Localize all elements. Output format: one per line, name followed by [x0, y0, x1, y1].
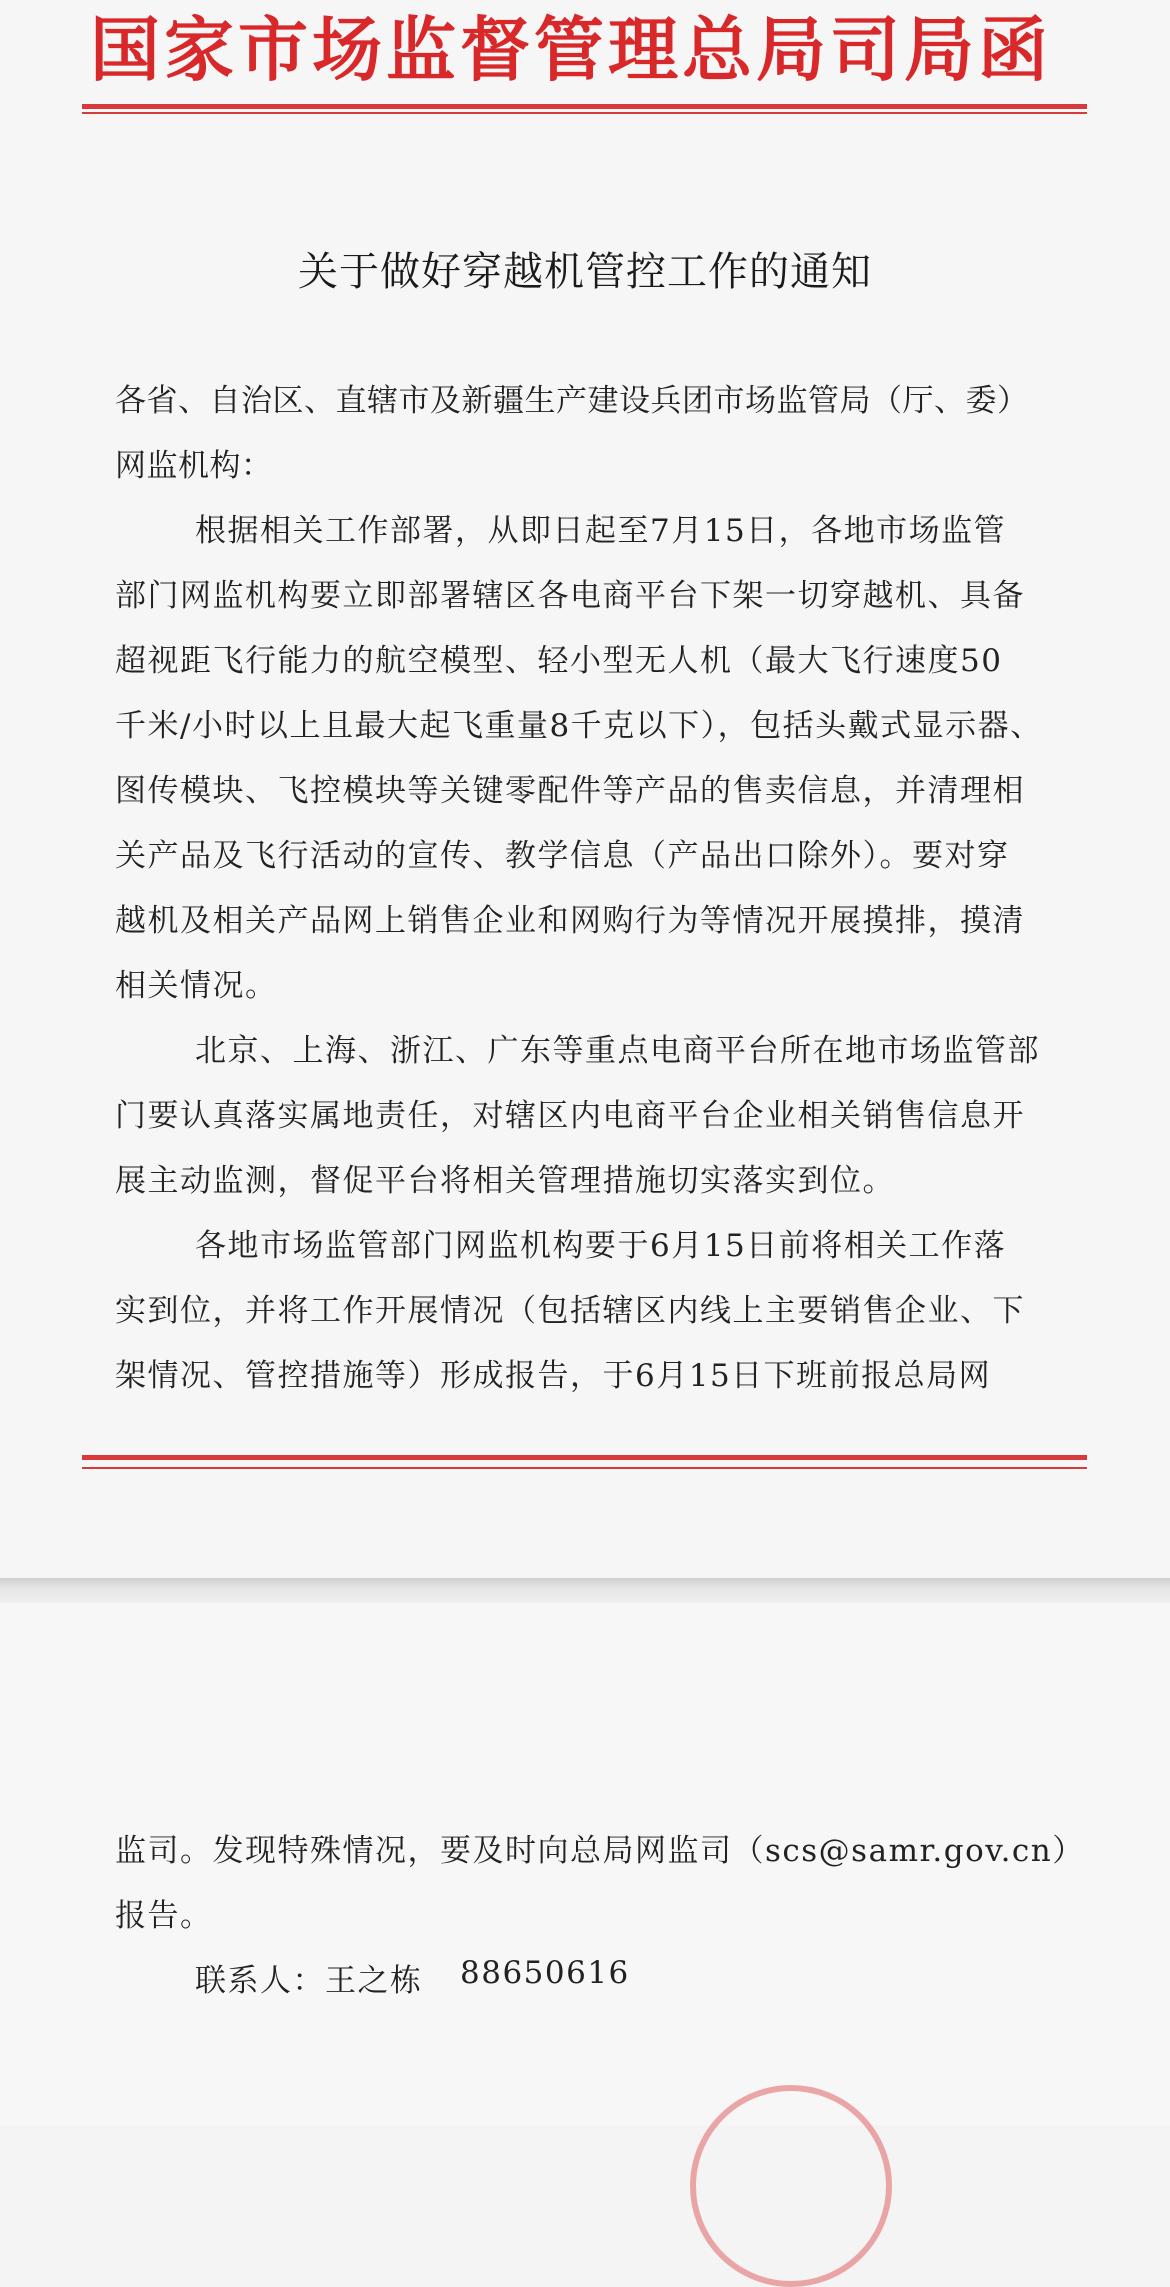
paragraph-line: 越机及相关产品网上销售企业和网购行为等情况开展摸排，摸清: [115, 903, 1025, 939]
paragraph-line: 千米/小时以上且最大起飞重量8千克以下），包括头戴式显示器、: [115, 708, 1043, 744]
paragraph-line: 报告。: [115, 1898, 213, 1934]
paragraph-line: 部门网监机构要立即部署辖区各电商平台下架一切穿越机、具备: [115, 578, 1025, 614]
paragraph-line: 门要认真落实属地责任，对辖区内电商平台企业相关销售信息开: [115, 1098, 1025, 1134]
contact-phone: 88650616: [460, 1955, 630, 1991]
page-gap: [0, 1578, 1170, 1603]
paragraph-line: 各地市场监管部门网监机构要于6月15日前将相关工作落: [195, 1228, 1007, 1264]
official-seal: [690, 2085, 892, 2287]
recipient-line: 各省、自治区、直辖市及新疆生产建设兵团市场监管局（厅、委）: [115, 383, 1029, 419]
paragraph-line: 展主动监测，督促平台将相关管理措施切实落实到位。: [115, 1163, 895, 1199]
letterhead-title: 国家市场监督管理总局司局函: [90, 8, 1052, 91]
footer-rule-thin: [82, 1467, 1087, 1469]
paragraph-line: 监司。发现特殊情况，要及时向总局网监司（scs@samr.gov.cn）: [115, 1833, 1085, 1869]
document-title: 关于做好穿越机管控工作的通知: [298, 249, 872, 295]
footer-rule: [82, 1455, 1087, 1460]
paragraph-line: 根据相关工作部署，从即日起至7月15日，各地市场监管: [195, 513, 1007, 549]
document-page-2: [0, 1603, 1170, 2125]
paragraph-line: 实到位，并将工作开展情况（包括辖区内线上主要销售企业、下: [115, 1293, 1025, 1329]
contact-label: 联系人：王之栋: [195, 1963, 423, 1999]
paragraph-line: 相关情况。: [115, 968, 278, 1004]
paragraph-line: 架情况、管控措施等）形成报告，于6月15日下班前报总局网: [115, 1358, 992, 1394]
letterhead-rule-thin: [82, 112, 1087, 114]
letterhead-rule: [82, 104, 1087, 109]
recipient-line: 网监机构：: [115, 448, 273, 484]
paragraph-line: 北京、上海、浙江、广东等重点电商平台所在地市场监管部: [195, 1033, 1040, 1069]
paragraph-line: 超视距飞行能力的航空模型、轻小型无人机（最大飞行速度50: [115, 643, 1003, 679]
paragraph-line: 图传模块、飞控模块等关键零配件等产品的售卖信息，并清理相: [115, 773, 1025, 809]
paragraph-line: 关产品及飞行活动的宣传、教学信息（产品出口除外）。要对穿: [115, 838, 1010, 874]
